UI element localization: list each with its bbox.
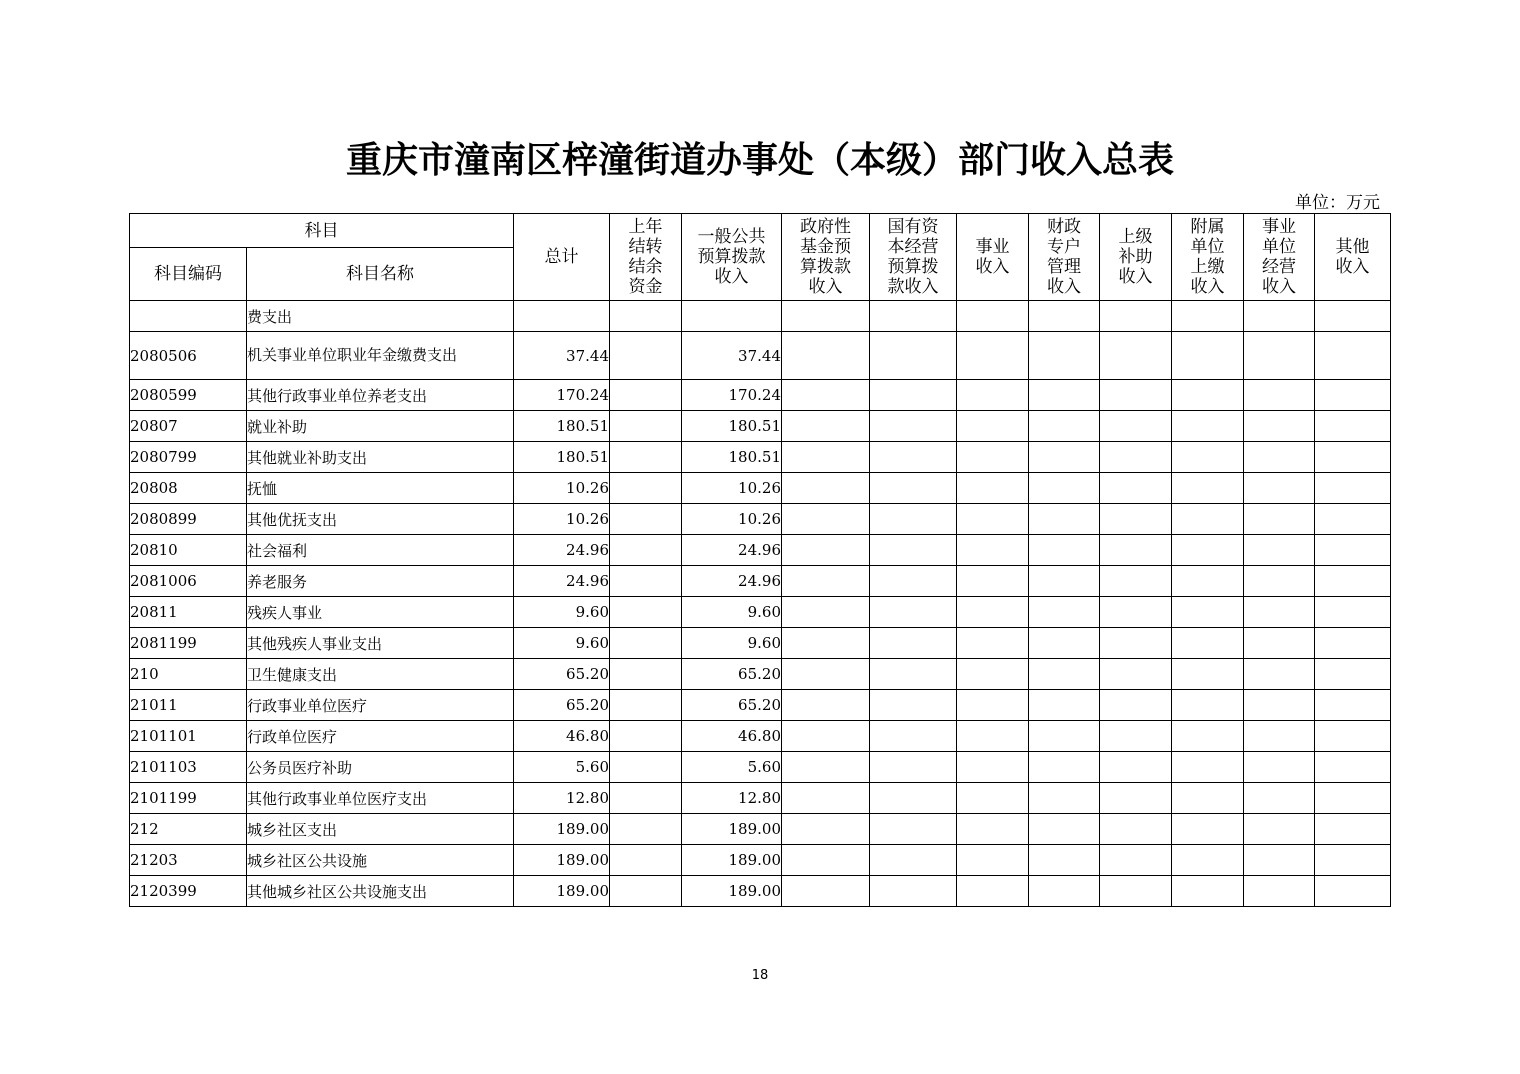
row-name: 其他残疾人事业支出: [247, 628, 514, 659]
table-row: [130, 845, 1391, 876]
row-general: 180.51: [682, 442, 782, 473]
row-general: 189.00: [682, 814, 782, 845]
row-name: 其他优抚支出: [247, 504, 514, 535]
row-total: 10.26: [514, 504, 610, 535]
table-row: [130, 814, 1391, 845]
header-general-budget: [682, 214, 782, 301]
header-unit-operation: [1244, 214, 1315, 301]
header-name: 科目名称: [247, 248, 514, 301]
row-name: 机关事业单位职业年金缴费支出: [247, 332, 514, 380]
table-row: [130, 380, 1391, 411]
row-code: 2080799: [130, 442, 247, 473]
header-general-budget-label: 一般公共 预算拨款 收入: [697, 227, 766, 287]
row-general: 9.60: [682, 597, 782, 628]
row-total: 24.96: [514, 535, 610, 566]
row-general: 180.51: [682, 411, 782, 442]
row-name: 公务员医疗补助: [247, 752, 514, 783]
row-general: 12.80: [682, 783, 782, 814]
row-name: 其他行政事业单位养老支出: [247, 380, 514, 411]
row-total: 189.00: [514, 876, 610, 907]
row-code: [130, 301, 247, 332]
table-row: [130, 659, 1391, 690]
table-row: [130, 411, 1391, 442]
row-general: 10.26: [682, 473, 782, 504]
row-code: 2081006: [130, 566, 247, 597]
header-code: 科目编码: [130, 248, 247, 301]
header-gov-fund-label: 政府性 基金预 算拨款 收入: [800, 217, 851, 297]
header-carryover: [610, 214, 682, 301]
header-total: 总计: [514, 214, 610, 301]
row-total: 65.20: [514, 659, 610, 690]
row-general: [682, 301, 782, 332]
row-total: [514, 301, 610, 332]
row-name: 行政事业单位医疗: [247, 690, 514, 721]
row-total: 65.20: [514, 690, 610, 721]
row-total: 10.26: [514, 473, 610, 504]
row-code: 20810: [130, 535, 247, 566]
row-name: 就业补助: [247, 411, 514, 442]
table-row: [130, 301, 1391, 332]
header-other-income: [1315, 214, 1391, 301]
row-code: 2101199: [130, 783, 247, 814]
row-code: 2080506: [130, 332, 247, 380]
header-business-income-label: 事业 收入: [975, 237, 1010, 277]
row-name: 费支出: [247, 301, 514, 332]
row-general: 65.20: [682, 659, 782, 690]
table-row: [130, 752, 1391, 783]
header-superior-subsidy-label: 上级 补助 收入: [1118, 227, 1153, 287]
row-name: 行政单位医疗: [247, 721, 514, 752]
table-row: [130, 504, 1391, 535]
table-row: [130, 690, 1391, 721]
row-total: 9.60: [514, 597, 610, 628]
table-body: [130, 301, 1391, 907]
table-row: [130, 783, 1391, 814]
row-total: 180.51: [514, 411, 610, 442]
row-code: 2101101: [130, 721, 247, 752]
row-code: 21203: [130, 845, 247, 876]
header-state-capital: [870, 214, 957, 301]
header-gov-fund: [782, 214, 870, 301]
table-row: [130, 721, 1391, 752]
header-superior-subsidy: [1100, 214, 1172, 301]
row-general: 170.24: [682, 380, 782, 411]
row-code: 20811: [130, 597, 247, 628]
row-total: 170.24: [514, 380, 610, 411]
table-row: [130, 332, 1391, 380]
row-total: 5.60: [514, 752, 610, 783]
row-code: 20808: [130, 473, 247, 504]
row-general: 24.96: [682, 566, 782, 597]
row-name: 城乡社区公共设施: [247, 845, 514, 876]
row-code: 210: [130, 659, 247, 690]
row-code: 21011: [130, 690, 247, 721]
table-row: [130, 597, 1391, 628]
header-carryover-label: 上年 结转 结余 资金: [628, 217, 663, 297]
table-row: [130, 566, 1391, 597]
row-name: 其他行政事业单位医疗支出: [247, 783, 514, 814]
row-name: 卫生健康支出: [247, 659, 514, 690]
row-code: 20807: [130, 411, 247, 442]
row-code: 2080599: [130, 380, 247, 411]
header-subject: 科目: [130, 214, 514, 248]
unit-label: 单位：万元: [1295, 193, 1380, 213]
header-affiliated-unit-label: 附属 单位 上缴 收入: [1190, 217, 1225, 297]
row-total: 46.80: [514, 721, 610, 752]
table-row: [130, 473, 1391, 504]
header-business-income: [957, 214, 1029, 301]
row-total: 189.00: [514, 845, 610, 876]
header-other-income-label: 其他 收入: [1335, 237, 1370, 277]
row-name: 社会福利: [247, 535, 514, 566]
row-total: 24.96: [514, 566, 610, 597]
table-row: [130, 442, 1391, 473]
table-row: [130, 876, 1391, 907]
header-unit-operation-label: 事业 单位 经营 收入: [1262, 217, 1296, 297]
income-table: [129, 213, 1391, 907]
row-code: 2081199: [130, 628, 247, 659]
row-total: 9.60: [514, 628, 610, 659]
row-general: 9.60: [682, 628, 782, 659]
table-row: [130, 628, 1391, 659]
row-total: 37.44: [514, 332, 610, 380]
row-name: 其他城乡社区公共设施支出: [247, 876, 514, 907]
row-name: 残疾人事业: [247, 597, 514, 628]
row-general: 189.00: [682, 845, 782, 876]
row-general: 5.60: [682, 752, 782, 783]
header-affiliated-unit: [1172, 214, 1244, 301]
row-general: 189.00: [682, 876, 782, 907]
header-state-capital-label: 国有资 本经营 预算拨 款收入: [887, 217, 939, 297]
row-code: 2120399: [130, 876, 247, 907]
header-special-account: [1029, 214, 1100, 301]
row-name: 城乡社区支出: [247, 814, 514, 845]
row-name: 抚恤: [247, 473, 514, 504]
header-special-account-label: 财政 专户 管理 收入: [1047, 217, 1081, 297]
row-general: 37.44: [682, 332, 782, 380]
page-number: 18: [751, 968, 769, 983]
row-name: 养老服务: [247, 566, 514, 597]
page-title: 重庆市潼南区梓潼街道办事处（本级）部门收入总表: [345, 139, 1174, 181]
row-code: 2080899: [130, 504, 247, 535]
row-code: 2101103: [130, 752, 247, 783]
row-general: 46.80: [682, 721, 782, 752]
row-total: 189.00: [514, 814, 610, 845]
row-general: 24.96: [682, 535, 782, 566]
row-name: 其他就业补助支出: [247, 442, 514, 473]
row-code: 212: [130, 814, 247, 845]
row-total: 180.51: [514, 442, 610, 473]
row-general: 10.26: [682, 504, 782, 535]
table-row: [130, 535, 1391, 566]
row-total: 12.80: [514, 783, 610, 814]
row-general: 65.20: [682, 690, 782, 721]
